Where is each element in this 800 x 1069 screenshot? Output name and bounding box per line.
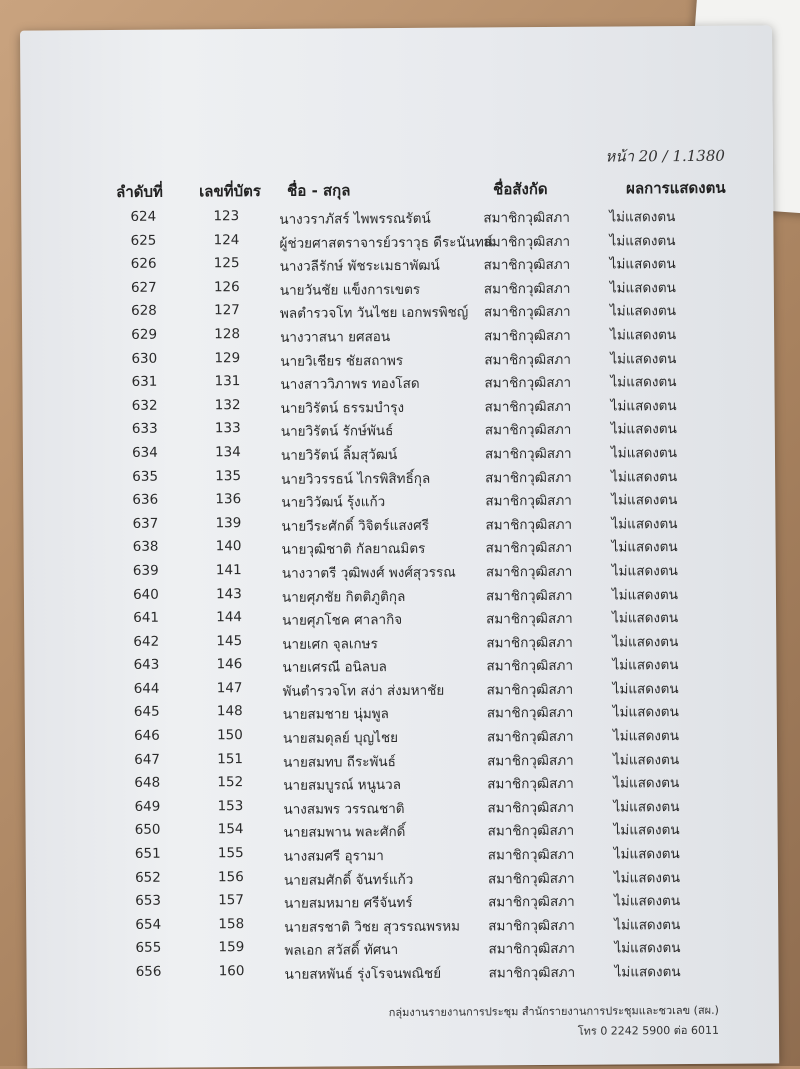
row-full-name: นายสมดุลย์ บุญไชย bbox=[282, 730, 399, 747]
row-result: ไม่แสดงตน bbox=[614, 893, 681, 910]
row-affiliation: สมาชิกวุฒิสภา bbox=[486, 705, 574, 722]
row-result: ไม่แสดงตน bbox=[612, 657, 679, 674]
row-order: 652 bbox=[134, 869, 161, 886]
page-footer bbox=[389, 1001, 719, 1043]
row-affiliation: สมาชิกวุฒิสภา bbox=[486, 728, 574, 746]
row-affiliation: สมาชิกวุฒิสภา bbox=[487, 776, 574, 793]
row-result: ไม่แสดงตน bbox=[609, 232, 676, 250]
row-card-number: 144 bbox=[216, 609, 243, 626]
row-affiliation: สมาชิกวุฒิสภา bbox=[487, 799, 575, 817]
row-affiliation: สมาชิกวุฒิสภา bbox=[488, 941, 576, 958]
row-full-name: นายวันชัย แข็งการเขตร bbox=[279, 281, 421, 299]
row-full-name: นายวิรัตน์ ธรรมบำรุง bbox=[280, 399, 405, 417]
row-result: ไม่แสดงตน bbox=[611, 468, 678, 486]
row-affiliation: สมาชิกวุฒิสภา bbox=[483, 233, 571, 250]
row-affiliation: สมาชิกวุฒิสภา bbox=[485, 563, 573, 581]
row-affiliation: สมาชิกวุฒิสภา bbox=[484, 398, 572, 416]
row-order: 649 bbox=[134, 798, 161, 815]
row-full-name: นางสาววิภาพร ทองโสด bbox=[280, 375, 420, 393]
footer-department: กลุ่มงานรายงานการประชุม สำนักรายงานการประชุมและชวเลข (สผ.) bbox=[388, 1003, 719, 1020]
row-affiliation: สมาชิกวุฒิสภา bbox=[486, 634, 573, 652]
row-result: ไม่แสดงตน bbox=[611, 562, 678, 580]
row-order: 635 bbox=[132, 468, 159, 485]
row-order: 643 bbox=[133, 656, 160, 674]
row-order: 624 bbox=[130, 208, 157, 225]
row-order: 651 bbox=[134, 845, 161, 862]
row-result: ไม่แสดงตน bbox=[614, 964, 681, 981]
row-card-number: 127 bbox=[214, 302, 240, 319]
row-card-number: 147 bbox=[216, 679, 243, 697]
row-card-number: 155 bbox=[217, 845, 244, 862]
row-result: ไม่แสดงตน bbox=[611, 586, 679, 604]
row-affiliation: สมาชิกวุฒิสภา bbox=[487, 870, 575, 888]
row-card-number: 141 bbox=[215, 561, 242, 579]
row-order: 628 bbox=[131, 303, 157, 320]
row-result: ไม่แสดงตน bbox=[612, 680, 679, 698]
row-result: ไม่แสดงตน bbox=[610, 421, 677, 438]
row-result: ไม่แสดงตน bbox=[613, 822, 680, 839]
row-full-name: นายวิวรรธน์ ไกรพิสิทธิ์กุล bbox=[281, 470, 431, 488]
row-order: 638 bbox=[132, 538, 159, 556]
row-card-number: 132 bbox=[214, 396, 241, 414]
row-order: 632 bbox=[131, 397, 158, 414]
row-order: 634 bbox=[132, 444, 158, 461]
row-order: 654 bbox=[135, 916, 162, 933]
row-card-number: 143 bbox=[215, 585, 242, 602]
row-card-number: 123 bbox=[213, 208, 240, 225]
row-result: ไม่แสดงตน bbox=[611, 492, 678, 509]
row-card-number: 139 bbox=[215, 514, 242, 531]
row-affiliation: สมาชิกวุฒิสภา bbox=[487, 823, 575, 840]
row-affiliation: สมาชิกวุฒิสภา bbox=[486, 681, 574, 699]
row-result: ไม่แสดงตน bbox=[610, 397, 677, 415]
row-order: 644 bbox=[133, 680, 160, 697]
page-number: หน้า 20 / 1.1380 bbox=[605, 146, 725, 166]
row-result: ไม่แสดงตน bbox=[609, 279, 676, 297]
row-result: ไม่แสดงตน bbox=[613, 846, 680, 863]
row-card-number: 124 bbox=[213, 231, 240, 248]
row-result: ไม่แสดงตน bbox=[609, 209, 676, 226]
row-card-number: 133 bbox=[214, 420, 241, 437]
row-result: ไม่แสดงตน bbox=[613, 869, 680, 887]
row-order: 646 bbox=[133, 727, 160, 744]
row-full-name: นางวราภัสร์ ไพพรรณรัตน์ bbox=[279, 210, 431, 228]
row-order: 642 bbox=[133, 633, 160, 650]
row-result: ไม่แสดงตน bbox=[612, 610, 679, 627]
row-card-number: 150 bbox=[216, 727, 243, 744]
row-full-name: นางสมพร วรรณชาติ bbox=[283, 800, 405, 818]
row-result: ไม่แสดงตน bbox=[614, 916, 681, 934]
row-full-name: นายวิรัตน์ รักษ์พันธ์ bbox=[280, 423, 394, 441]
row-result: ไม่แสดงตน bbox=[610, 350, 677, 368]
row-result: ไม่แสดงตน bbox=[613, 775, 680, 792]
row-order: 656 bbox=[135, 963, 162, 980]
row-full-name: นายสมหมาย ศรีจันทร์ bbox=[284, 895, 413, 913]
row-full-name: นายวิรัตน์ ลิ้มสุวัฒน์ bbox=[280, 446, 398, 464]
row-affiliation: สมาชิกวุฒิสภา bbox=[483, 209, 570, 227]
row-full-name: นายสมพาน พละศักดิ์ bbox=[283, 824, 406, 842]
row-full-name: ผู้ช่วยศาสตราจารย์วราวุธ ดีระนันทน์ bbox=[279, 233, 494, 252]
row-result: ไม่แสดงตน bbox=[612, 633, 679, 651]
row-order: 653 bbox=[135, 892, 162, 910]
header-org: ชื่อสังกัด bbox=[493, 179, 548, 199]
header-order: ลำดับที่ bbox=[116, 182, 163, 201]
row-full-name: นายศุภชัย กิตติภูติกุล bbox=[281, 588, 406, 606]
row-full-name: พลเอก สวัสดิ์ ทัศนา bbox=[284, 942, 399, 960]
row-full-name: นายสมชาย นุ่มพูล bbox=[282, 706, 389, 724]
row-full-name: นายสมบูรณ์ หนูนวล bbox=[283, 777, 402, 795]
row-full-name: นายสมศักดิ์ จันทร์แก้ว bbox=[283, 871, 414, 889]
row-full-name: นายเศรณี อนิลบล bbox=[282, 659, 387, 677]
row-order: 629 bbox=[131, 326, 158, 343]
row-affiliation: สมาชิกวุฒิสภา bbox=[486, 658, 574, 675]
row-order: 625 bbox=[130, 232, 157, 249]
document-page bbox=[20, 25, 779, 1068]
row-result: ไม่แสดงตน bbox=[612, 728, 679, 745]
row-result: ไม่แสดงตน bbox=[609, 256, 676, 273]
row-affiliation: สมาชิกวุฒิสภา bbox=[484, 374, 572, 392]
row-order: 640 bbox=[133, 586, 159, 603]
row-result: ไม่แสดงตน bbox=[610, 327, 677, 344]
footer-phone: โทร 0 2242 5900 ต่อ 6011 bbox=[577, 1023, 720, 1038]
row-order: 636 bbox=[132, 491, 159, 508]
row-card-number: 158 bbox=[218, 915, 245, 933]
row-full-name: นายวิวัฒน์ รุ้งแก้ว bbox=[281, 494, 386, 511]
row-card-number: 160 bbox=[218, 963, 245, 980]
row-card-number: 131 bbox=[214, 373, 241, 390]
row-card-number: 156 bbox=[217, 868, 244, 885]
row-affiliation: สมาชิกวุฒิสภา bbox=[488, 917, 575, 935]
row-result: ไม่แสดงตน bbox=[610, 374, 677, 391]
header-card: เลขที่บัตร bbox=[199, 181, 261, 201]
row-result: ไม่แสดงตน bbox=[611, 539, 678, 556]
row-result: ไม่แสดงตน bbox=[610, 444, 678, 462]
row-affiliation: สมาชิกวุฒิสภา bbox=[487, 752, 574, 770]
row-result: ไม่แสดงตน bbox=[609, 303, 677, 320]
row-result: ไม่แสดงตน bbox=[612, 704, 679, 721]
row-order: 633 bbox=[131, 421, 158, 438]
row-full-name: พลตำรวจโท วันไชย เอกพรพิชญ์ bbox=[279, 304, 469, 323]
row-affiliation: สมาชิกวุฒิสภา bbox=[483, 256, 571, 274]
table-header bbox=[21, 175, 773, 204]
row-full-name: นางวลีรักษ์ พัชระเมธาพัฒน์ bbox=[279, 257, 440, 276]
row-full-name: นางวาสนา ยศสอน bbox=[280, 329, 391, 346]
row-full-name: นายสมทบ ถีระพันธ์ bbox=[283, 753, 396, 771]
row-order: 641 bbox=[133, 609, 160, 626]
row-full-name: นางสมศรี อุรามา bbox=[283, 848, 384, 865]
row-full-name: นายวิเชียร ชัยสถาพร bbox=[280, 352, 404, 370]
row-full-name: นายสหพันธ์ รุ่งโรจนพณิชย์ bbox=[284, 965, 442, 983]
row-affiliation: สมาชิกวุฒิสภา bbox=[488, 964, 576, 982]
row-order: 627 bbox=[130, 279, 157, 296]
row-order: 630 bbox=[131, 350, 158, 367]
row-card-number: 148 bbox=[216, 703, 243, 720]
row-result: ไม่แสดงตน bbox=[614, 940, 681, 957]
row-full-name: นายเศก จุลเกษร bbox=[282, 635, 378, 653]
row-full-name: นายวุฒิชาติ กัลยาณมิตร bbox=[281, 541, 426, 559]
row-affiliation: สมาชิกวุฒิสภา bbox=[485, 492, 572, 510]
header-result: ผลการแสดงตน bbox=[626, 178, 726, 198]
row-full-name: นายวีระศักดิ์ วิจิตร์แสงศรี bbox=[281, 517, 429, 535]
row-full-name: นายศุภโชค ศาลากิจ bbox=[282, 612, 403, 629]
row-card-number: 125 bbox=[213, 255, 240, 272]
row-card-number: 157 bbox=[218, 892, 245, 909]
row-affiliation: สมาชิกวุฒิสภา bbox=[485, 587, 573, 604]
row-affiliation: สมาชิกวุฒิสภา bbox=[484, 422, 572, 439]
row-card-number: 140 bbox=[215, 538, 242, 555]
row-affiliation: สมาชิกวุฒิสภา bbox=[485, 516, 573, 534]
row-affiliation: สมาชิกวุฒิสภา bbox=[484, 351, 571, 368]
row-card-number: 153 bbox=[217, 797, 244, 815]
row-affiliation: สมาชิกวุฒิสภา bbox=[485, 540, 573, 557]
row-order: 645 bbox=[133, 704, 160, 721]
row-card-number: 128 bbox=[214, 326, 241, 343]
row-card-number: 135 bbox=[215, 467, 242, 484]
row-order: 647 bbox=[134, 751, 161, 768]
row-affiliation: สมาชิกวุฒิสภา bbox=[486, 610, 573, 628]
row-affiliation: สมาชิกวุฒิสภา bbox=[484, 327, 571, 345]
row-card-number: 159 bbox=[218, 939, 245, 956]
table-row bbox=[27, 956, 779, 985]
row-affiliation: สมาชิกวุฒิสภา bbox=[483, 280, 571, 298]
row-affiliation: สมาชิกวุฒิสภา bbox=[487, 846, 575, 864]
row-order: 637 bbox=[132, 515, 159, 532]
row-full-name: พันตำรวจโท สง่า ส่งมหาชัย bbox=[282, 682, 445, 700]
row-card-number: 129 bbox=[214, 349, 241, 366]
row-result: ไม่แสดงตน bbox=[613, 798, 680, 816]
row-card-number: 145 bbox=[216, 632, 243, 649]
row-order: 650 bbox=[134, 822, 161, 839]
row-card-number: 126 bbox=[213, 278, 240, 296]
row-order: 639 bbox=[132, 562, 159, 579]
row-result: ไม่แสดงตน bbox=[613, 751, 680, 769]
row-card-number: 134 bbox=[215, 444, 241, 461]
row-result: ไม่แสดงตน bbox=[611, 515, 678, 533]
row-card-number: 152 bbox=[217, 774, 244, 791]
row-card-number: 146 bbox=[216, 656, 243, 673]
header-name: ชื่อ - สกุล bbox=[287, 181, 351, 200]
row-affiliation: สมาชิกวุฒิสภา bbox=[483, 304, 571, 321]
row-order: 648 bbox=[134, 774, 161, 792]
table-body bbox=[21, 201, 778, 985]
row-affiliation: สมาชิกวุฒิสภา bbox=[484, 445, 572, 463]
row-full-name: นายสรชาติ วิชย สุวรรณพรหม bbox=[284, 918, 461, 936]
row-card-number: 136 bbox=[215, 491, 242, 508]
row-order: 631 bbox=[131, 373, 158, 391]
row-order: 626 bbox=[130, 255, 157, 273]
row-affiliation: สมาชิกวุฒิสภา bbox=[488, 893, 575, 911]
row-card-number: 151 bbox=[217, 750, 244, 767]
row-order: 655 bbox=[135, 940, 162, 957]
row-card-number: 154 bbox=[217, 821, 244, 838]
row-full-name: นางวาตรี วุฒิพงศ์ พงศ์สุวรรณ bbox=[281, 564, 456, 582]
row-affiliation: สมาชิกวุฒิสภา bbox=[485, 469, 572, 486]
